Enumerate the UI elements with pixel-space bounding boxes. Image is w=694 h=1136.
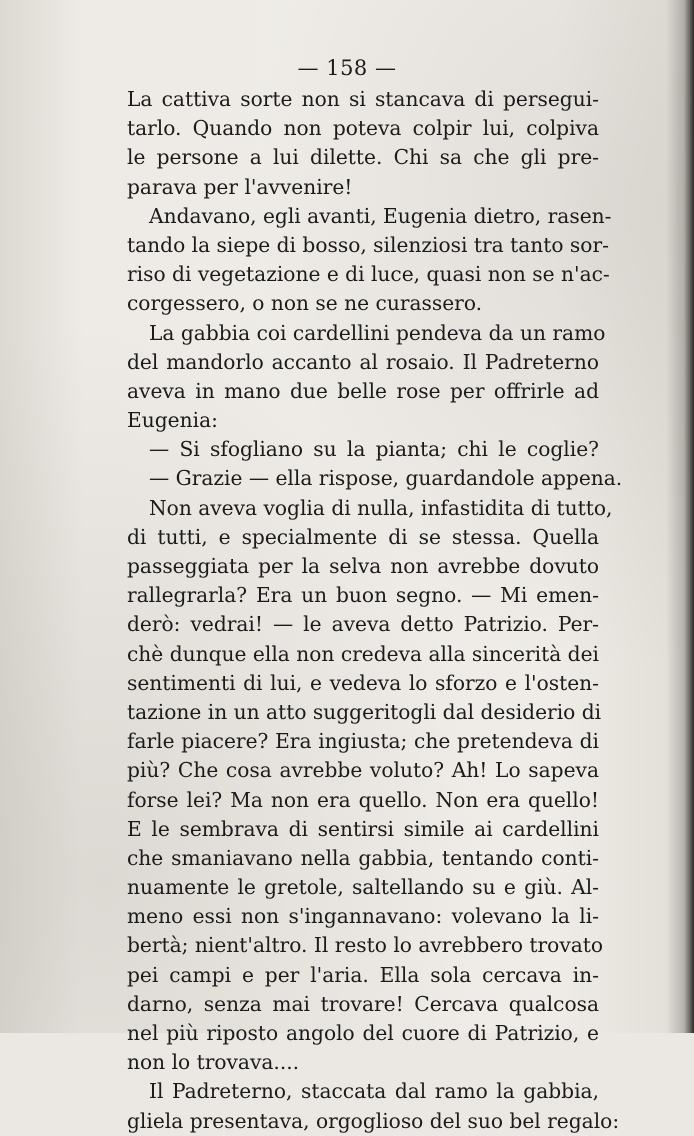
text-line: tando la siepe di bosso, silenziosi tra tanto sor- xyxy=(127,232,609,257)
text-line: riso di vegetazione e di luce, quasi non se n'ac- xyxy=(127,262,610,287)
text-line: darno, senza mai trovare! Cercava qualcosa xyxy=(127,991,599,1016)
text-line: — Si sfogliano su la pianta; chi le coglie? xyxy=(149,437,599,462)
text-line: farle piacere? Era ingiusta; che pretendeva di xyxy=(127,729,599,754)
text-line: sentimenti di lui, e vedeva lo sforzo e l'osten- xyxy=(127,670,599,695)
text-line: tarlo. Quando non poteva colpir lui, colpiva xyxy=(127,116,599,141)
text-line: passeggiata per la selva non avrebbe dovuto xyxy=(127,554,599,578)
text-line: Eugenia: xyxy=(127,408,218,433)
text-line: di tutti, e specialmente di se stessa. Quella xyxy=(127,524,599,549)
text-line: E le sembrava di sentirsi simile ai cardellini xyxy=(127,816,599,841)
text-line: chè dunque ella non credeva alla sincerità dei xyxy=(127,641,599,666)
text-line: rallegrarla? Era un buon segno. — Mi emen- xyxy=(127,583,599,608)
text-line: che smaniavano nella gabbia, tentando conti- xyxy=(127,845,599,870)
text-line: pei campi e per l'aria. Ella sola cercava in- xyxy=(127,962,599,987)
text-line: aveva in mano due belle rose per offrirle ad xyxy=(127,378,599,403)
text-line: forse lei? Ma non era quello. Non era quello! xyxy=(127,787,599,812)
text-line: del mandorlo accanto al rosaio. Il Padreterno xyxy=(127,349,599,374)
text-line: nel più riposto angolo del cuore di Patrizio, e xyxy=(127,1021,599,1045)
text-line: Andavano, egli avanti, Eugenia dietro, rasen- xyxy=(149,203,612,228)
text-line: più? Che cosa avrebbe voluto? Ah! Lo sapeva xyxy=(127,758,599,783)
text-line: tazione in un atto suggeritogli dal desiderio di xyxy=(127,699,602,724)
text-line: non lo trovava.... xyxy=(127,1050,300,1075)
text-line: — Grazie — ella rispose, guardandole appena. xyxy=(149,466,623,491)
text-line: corgessero, o non se ne curassero. xyxy=(127,291,483,316)
text-line: Non aveva voglia di nulla, infastidita di tutto, xyxy=(149,495,613,520)
text-line: meno essi non s'ingannavano: volevano la li- xyxy=(127,904,599,929)
text-line: derò: vedrai! — le aveva detto Patrizio. Per- xyxy=(127,612,599,637)
text-line: Il Padreterno, staccata dal ramo la gabbia, xyxy=(149,1079,599,1104)
body-text xyxy=(127,85,623,1136)
text-line: bertà; nient'altro. Il resto lo avrebbero trovato xyxy=(127,933,604,958)
page-number: — 158 — xyxy=(297,56,397,80)
text-line: le persone a lui dilette. Chi sa che gli pre- xyxy=(127,145,599,170)
text-line: nuamente le gretole, saltellando su e giù. Al- xyxy=(127,875,599,900)
text-line: La gabbia coi cardellini pendeva da un ramo xyxy=(149,320,606,345)
text-line: parava per l'avvenire! xyxy=(127,174,353,199)
page-edge-shadow xyxy=(684,0,694,1033)
text-line: La cattiva sorte non si stancava di persegui- xyxy=(127,87,599,111)
text-line: gliela presentava, orgoglioso del suo bel regalo: xyxy=(127,1108,620,1133)
